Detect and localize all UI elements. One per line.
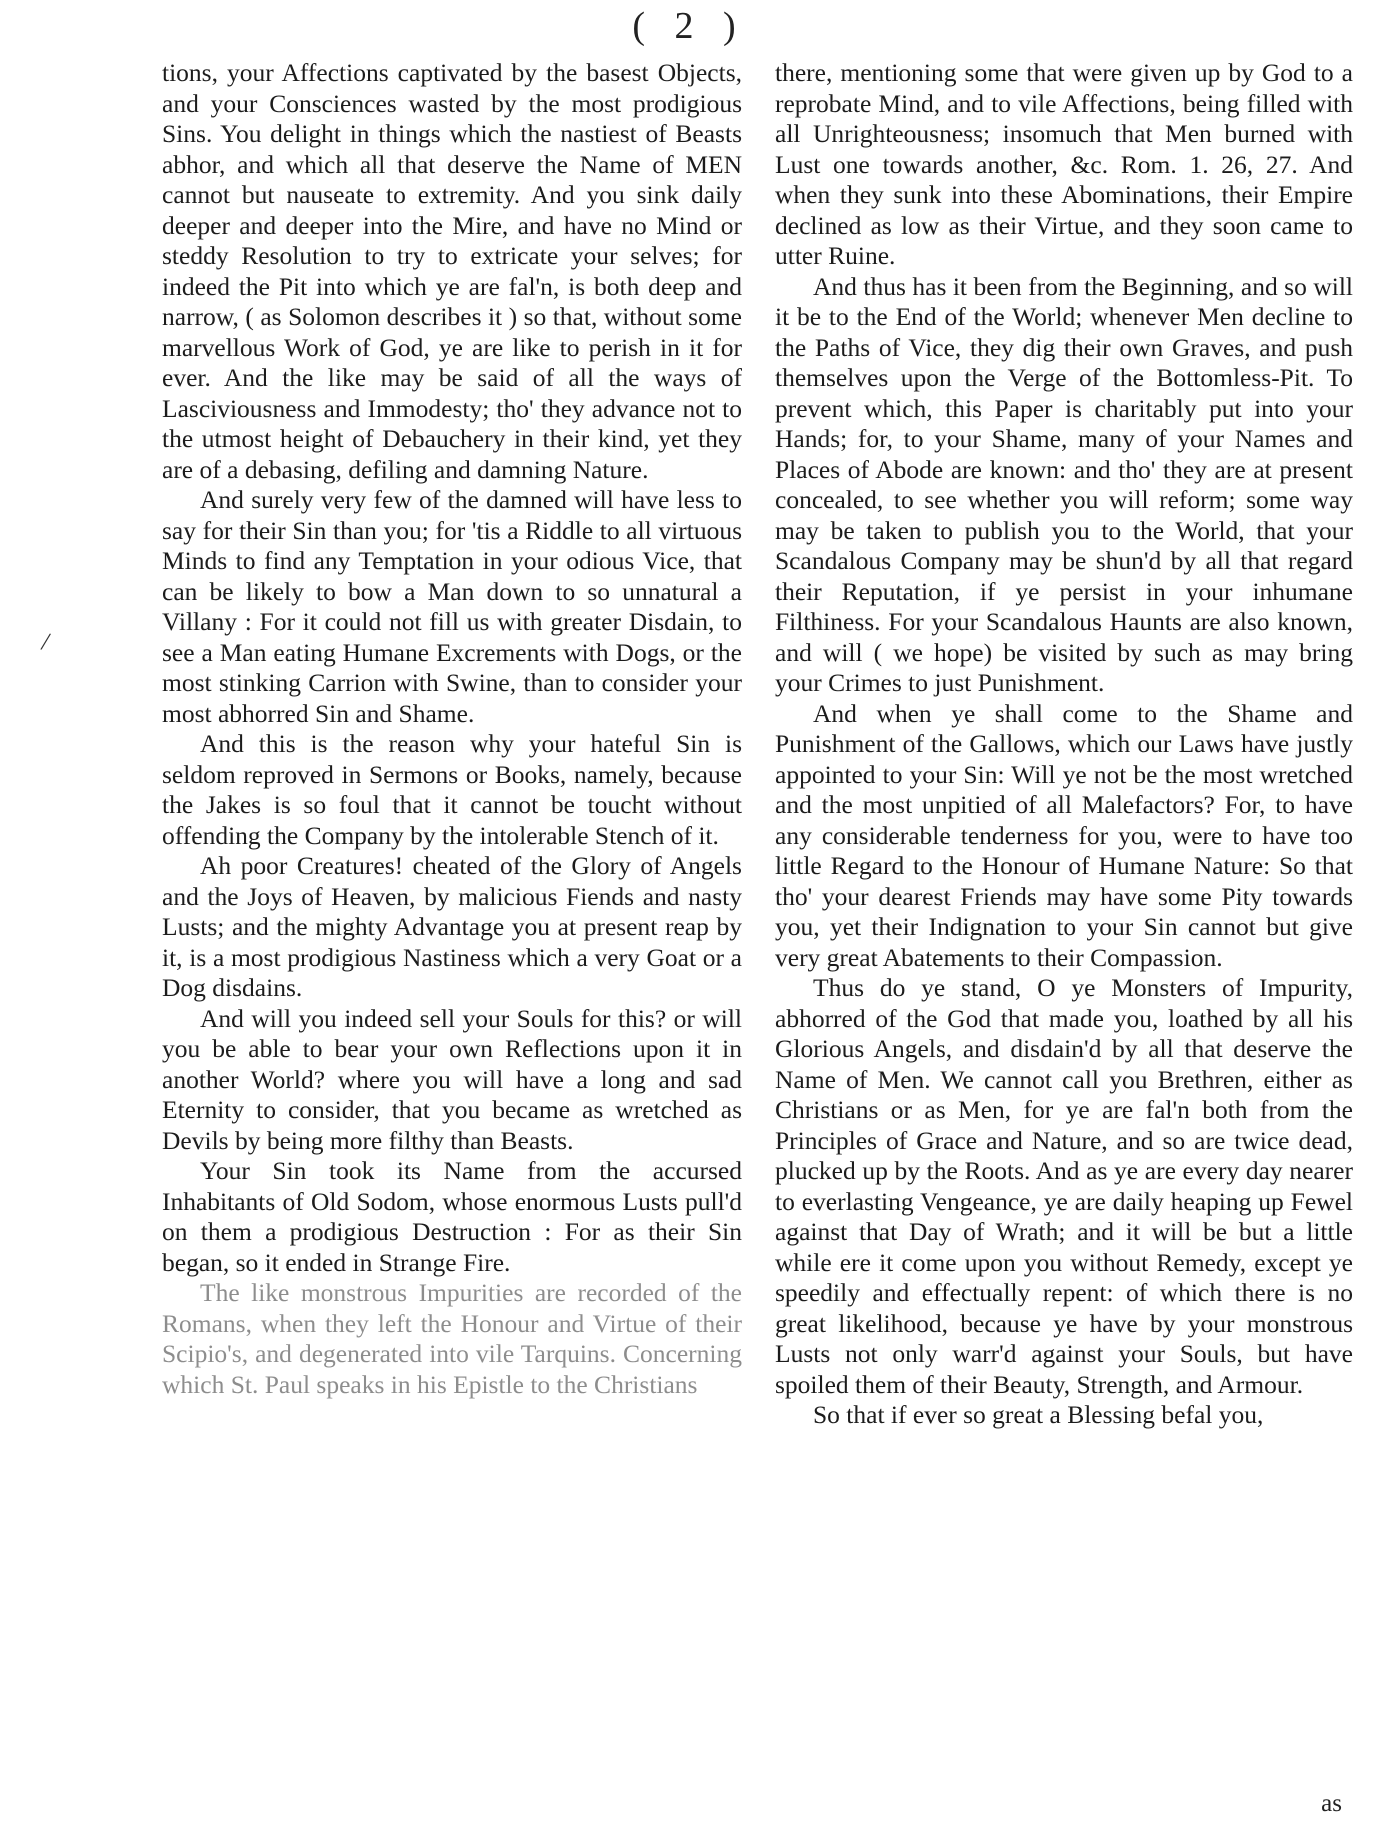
paragraph: And will you indeed sell your Souls for this? or will you be able to bear your own Reflections upon it in another World? where you will have a long and sad Eternity to consider, that you became as wretched as Devils by being more filthy than Beasts. — [162, 1003, 742, 1155]
right-column — [775, 58, 1353, 1431]
paragraph: Thus do ye stand, O ye Monsters of Impurity, abhorred of the God that made you, loathed by all his Glorious Angels, and disdain'd by all that deserve the Name of Men. We cannot call you Brethren, either as Christians or as Men, for ye are fal'n both from the Principles of Grace and Nature, and so are twice dead, plucked up by the Roots. And as ye are every day nearer to everlasting Vengeance, ye are daily heaping up Fewel against that Day of Wrath; and it will be but a little while ere it come upon you without Remedy, except ye speedily and effectually repent: of which there is no great likelihood, because ye have by your monstrous Lusts not only warr'd against your Souls, but have spoiled them of their Beauty, Strength, and Armour. — [775, 973, 1353, 1399]
paragraph: And when ye shall come to the Shame and Punishment of the Gallows, which our Laws have justly appointed to your Sin: Will ye not be the most wretched and the most unpitied of all Malefactors? For, to have any considerable tenderness for you, were to have too little Regard to the Honour of Humane Nature: So that tho' your dearest Friends may have some Pity towards you, yet their Indignation to your Sin cannot but give very great Abatements to their Compassion. — [775, 698, 1353, 972]
paragraph: tions, your Affections captivated by the basest Objects, and your Consciences wasted by the most prodigious Sins. You delight in things which the nastiest of Beasts abhor, and which all that deserve the Name of MEN cannot but nauseate to extremity. And you sink daily deeper and deeper into the Mire, and have no Mind or steddy Resolution to try to extricate your selves; for indeed the Pit into which ye are fal'n, is both deep and narrow, ( as Solomon describes it ) so that, without some marvellous Work of God, ye are like to perish in it for ever. And the like may be said of all the ways of Lasciviousness and Immodesty; tho' they advance not to the utmost height of Debauchery in their kind, yet they are of a debasing, defiling and damning Nature. — [162, 58, 742, 484]
catchword: as — [1321, 1790, 1342, 1817]
paragraph: there, mentioning some that were given up by God to a reprobate Mind, and to vile Affections, being filled with all Unrighteousness; insomuch that Men burned with Lust one towards another, &c. Rom. 1. 26, 27. And when they sunk into these Abominations, their Empire declined as low as their Virtue, and they soon came to utter Ruine. — [775, 58, 1353, 270]
margin-mark: / — [39, 626, 53, 657]
left-column — [162, 58, 742, 1400]
paragraph: And this is the reason why your hateful Sin is seldom reproved in Sermons or Books, namely, because the Jakes is so foul that it cannot be toucht without offending the Company by the intolerable Stench of it. — [162, 729, 742, 850]
paragraph: Ah poor Creatures! cheated of the Glory of Angels and the Joys of Heaven, by malicious Fiends and nasty Lusts; and the mighty Advantage you at present reap by it, is a most prodigious Nastiness which a very Goat or a Dog disdains. — [162, 851, 742, 1002]
paragraph: Your Sin took its Name from the accursed Inhabitants of Old Sodom, whose enormous Lusts pull'd on them a prodigious Destruction : For as their Sin began, so it ended in Strange Fire. — [162, 1156, 742, 1277]
paragraph: And surely very few of the damned will have less to say for their Sin than you; for 'tis a Riddle to all virtuous Minds to find any Temptation in your odious Vice, that can be likely to bow a Man down to so unnatural a Villany : For it could not fill us with greater Disdain, to see a Man eating Humane Excrements with Dogs, or the most stinking Carrion with Swine, than to consider your most abhorred Sin and Shame. — [162, 485, 742, 728]
paragraph: So that if ever so great a Blessing befal you, — [813, 1400, 1264, 1429]
paragraph: The like monstrous Impurities are recorded of the Romans, when they left the Honour and Virtue of their Scipio's, and degenerated into vile Tarquins. Concerning which St. Paul speaks in his Epistle to the Christians — [162, 1278, 742, 1399]
page-number: ( 2 ) — [632, 5, 746, 47]
paragraph: And thus has it been from the Beginning, and so will it be to the End of the World; whenever Men decline to the Paths of Vice, they dig their own Graves, and push themselves upon the Verge of the Bottomless-Pit. To prevent which, this Paper is charitably put into your Hands; for, to your Shame, many of your Names and Places of Abode are known: and tho' they are at present concealed, to see whether you will reform; some way may be taken to publish you to the World, that your Scandalous Company may be shun'd by all that regard their Reputation, if ye persist in your inhumane Filthiness. For your Scandalous Haunts are also known, and will ( we hope) be visited by such as may bring your Crimes to just Punishment. — [775, 271, 1353, 697]
